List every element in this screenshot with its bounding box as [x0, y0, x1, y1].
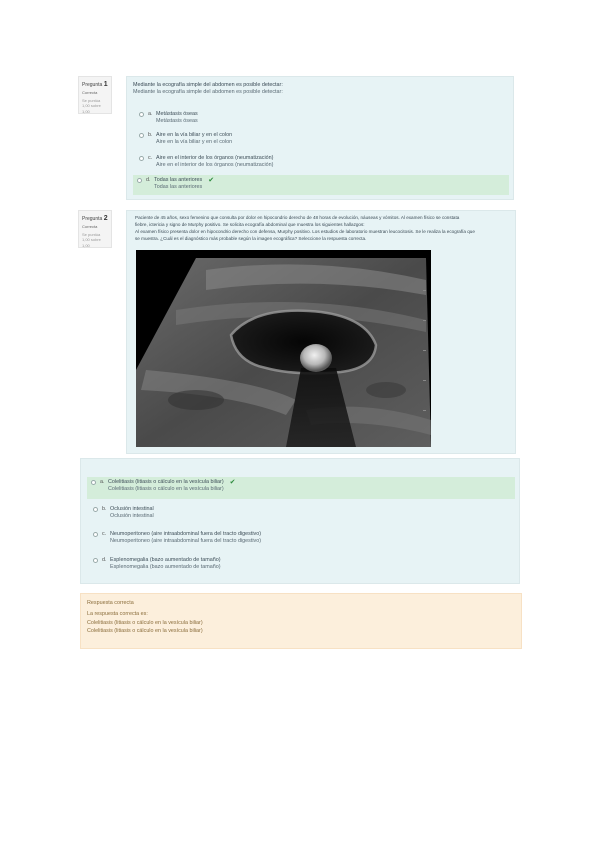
ultrasound-scan	[136, 250, 431, 447]
radio-button[interactable]	[139, 112, 144, 117]
feedback-title: Respuesta correcta	[87, 600, 134, 606]
q1-answer-d[interactable]: d. Todas las anteriores Todas las anteriores ✔	[133, 175, 509, 195]
ultrasound-image	[136, 250, 431, 447]
radio-button[interactable]	[93, 507, 98, 512]
question-2-number: Pregunta 2	[82, 215, 108, 222]
feedback-line: Colelitiasis (litiasis o cálculo en la vesícula biliar)	[87, 627, 203, 634]
question-2-info	[78, 210, 112, 248]
check-icon: ✔	[229, 479, 236, 486]
question-1-mark: Se puntúa 1,00 sobre 1,00	[82, 97, 101, 114]
feedback-line: Colelitiasis (litiasis o cálculo en la vesícula biliar)	[87, 619, 203, 626]
question-2-mark: Se puntúa 1,00 sobre 1,00	[82, 231, 101, 248]
question-1-text: Mediante la ecografía simple del abdomen es posible detectar: Mediante la ecografía simple del abdomen es posible detectar:	[133, 82, 283, 96]
q2-answer-c[interactable]: c. Neumoperitoneo (aire intraabdominal fuera del tracto digestivo) Neumoperitoneo (aire intraabdominal fuera del tracto digestivo)	[89, 529, 515, 548]
q2-answer-b[interactable]: b. Oclusión intestinal Oclusión intestinal	[89, 504, 515, 523]
q2-answer-d[interactable]: d. Esplenomegalia (bazo aumentado de tamaño) Esplenomegalia (bazo aumentado de tamaño)	[89, 555, 515, 574]
radio-button-selected[interactable]	[137, 178, 142, 183]
question-2-text: Paciente de 45 años, sexo femenino que consulta por dolor en hipocondrio derecho de 48 horas de evolución, náuseas y vómitos. Al examen físico se constata fiebre, ictericia y signo de Murphy positivo. Se solicita ecografía abdominal que muestra los siguientes hallazgos: Al examen físico presenta dolor en hipocondrio derecho con defensa, Murphy positivo. Los estudios de laboratorio muestran leucocitosis. Se le realiza la ecografía que se muestra. ¿Cuál es el diagnóstico más probable según la imagen ecográfica? Seleccione la respuesta correcta.	[135, 215, 475, 241]
q1-answer-b[interactable]: b. Aire en la vía biliar y en el colon Aire en la vía biliar y en el colon	[135, 130, 509, 149]
question-2-answers	[80, 458, 520, 584]
q2-answer-a[interactable]: a. Colelitiasis (litiasis o cálculo en la vesícula biliar) Colelitiasis (litiasis o cálculo en la vesícula biliar) ✔	[87, 477, 515, 499]
question-2-status: Correcta	[82, 224, 98, 230]
question-1-number: Pregunta 1	[82, 81, 108, 88]
question-1-info	[78, 76, 112, 114]
radio-button[interactable]	[139, 133, 144, 138]
radio-button[interactable]	[139, 156, 144, 161]
question-1-status: Correcta	[82, 90, 98, 96]
feedback-line: La respuesta correcta es:	[87, 611, 148, 618]
question-1-content	[126, 76, 514, 200]
radio-button[interactable]	[93, 558, 98, 563]
q1-answer-a[interactable]: a. Metástasis óseas Metástasis óseas	[135, 109, 509, 128]
radio-button-selected[interactable]	[91, 480, 96, 485]
radio-button[interactable]	[93, 532, 98, 537]
correct-answer-feedback	[80, 593, 522, 649]
check-icon: ✔	[208, 177, 215, 184]
q1-answer-c[interactable]: c. Aire en el interior de los órganos (neumatización) Aire en el interior de los órganos (neumatización)	[135, 153, 509, 172]
